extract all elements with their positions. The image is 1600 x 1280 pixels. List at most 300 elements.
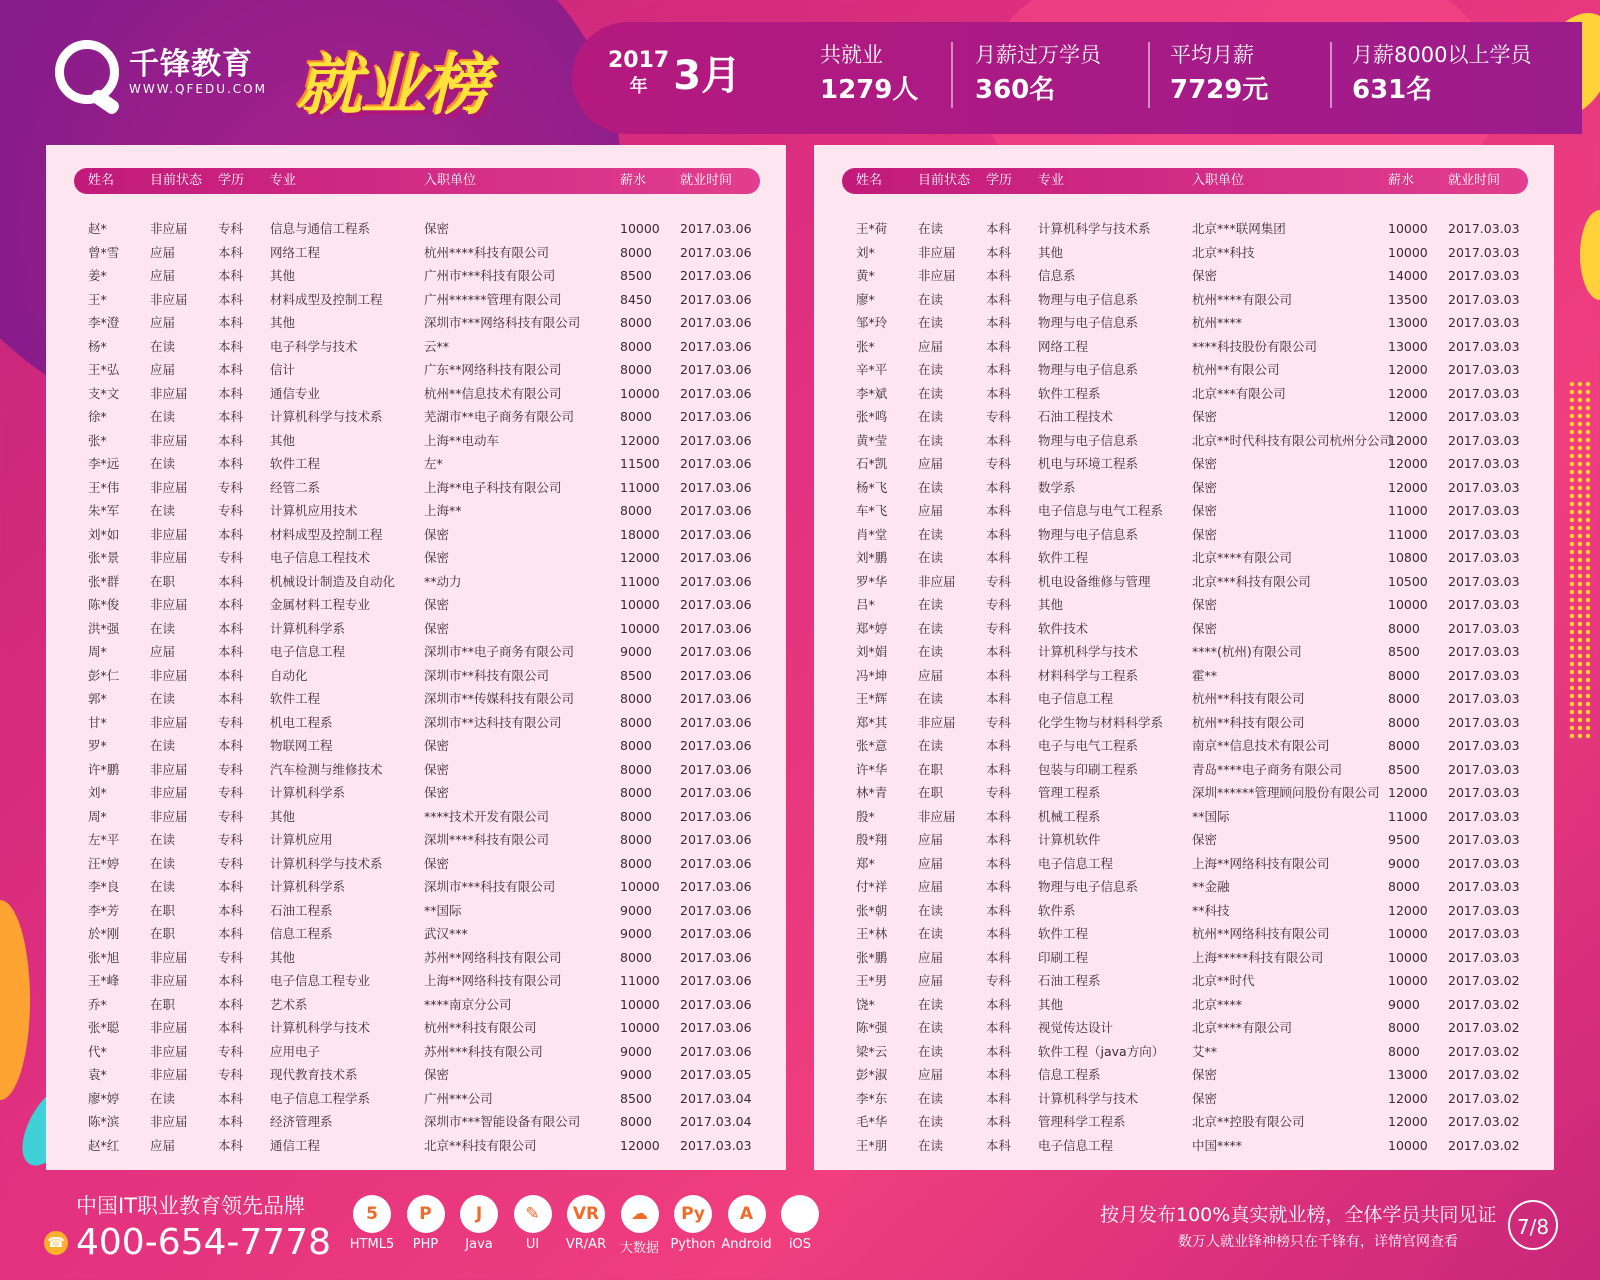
cell-status: 在读 [918,738,944,753]
cell-name: 张*景 [88,550,120,565]
cell-major: 软件工程 [1038,550,1089,565]
cell-salary: 10000 [620,996,660,1012]
cell-salary: 10000 [620,597,660,612]
cell-degree: 本科 [218,456,244,471]
cell-employer: **动力 [424,573,462,589]
cell-employer: 北京**控股有限公司 [1192,1114,1305,1129]
cell-employer: 杭州****科技有限公司 [424,244,550,260]
cell-degree: 专科 [986,597,1012,612]
cell-status: 在读 [150,456,176,471]
cell-salary: 8000 [620,714,652,730]
cell-name: 车*飞 [856,503,888,518]
cell-date: 2017.03.03 [1448,785,1520,800]
cell-major: 计算机科学系 [270,620,346,636]
table-row [46,1040,786,1064]
cell-degree: 专科 [218,832,244,847]
cell-status: 在读 [150,503,176,518]
cell-major: 电子科学与技术 [270,338,358,354]
table-row [46,311,786,335]
date-nian: 年 [629,76,648,97]
header-name: 姓名 [856,173,883,188]
course-label: 大数据 [619,1241,659,1256]
cell-date: 2017.03.06 [680,456,752,471]
divider [1148,42,1150,108]
cell-salary: 8000 [620,855,652,871]
cell-status: 在读 [918,1043,944,1059]
cell-employer: **科技 [1192,902,1230,918]
cell-employer: 保密 [424,855,450,871]
cell-major: 机电与环境工程系 [1038,456,1139,471]
cell-salary: 10000 [1388,597,1428,612]
bg-blob [1580,210,1600,300]
cell-name: 殷* [856,808,875,824]
cell-degree: 本科 [986,926,1012,941]
cell-salary: 12000 [1388,1090,1428,1106]
cell-degree: 本科 [218,338,244,354]
cell-status: 非应届 [150,550,188,565]
footer-sub-slogan: 数万人就业锋神榜只在千锋有，详情官网查看 [1178,1234,1458,1250]
cell-major: 软件技术 [1038,620,1089,636]
table-row [814,969,1554,993]
phone-number: 400-654-7778 [76,1222,332,1263]
cell-name: 石*凯 [856,456,888,471]
course-[interactable] [610,1195,670,1256]
cell-degree: 本科 [218,644,244,659]
cell-date: 2017.03.06 [680,385,752,401]
cell-date: 2017.03.06 [680,291,752,307]
cell-status: 应届 [918,855,944,871]
cell-name: 王*林 [856,926,888,941]
cell-employer: 深圳市**传媒科技有限公司 [424,691,575,706]
cell-major: 计算机软件 [1038,832,1101,847]
cell-status: 在职 [150,573,176,589]
cell-employer: 南京**信息技术有限公司 [1192,738,1330,753]
cell-salary: 9000 [620,926,652,941]
cell-salary: 12000 [1388,902,1428,918]
cell-status: 在读 [918,926,944,941]
cell-degree: 本科 [986,1090,1012,1106]
brand-logo[interactable] [55,40,267,104]
cell-major: 电子信息工程 [270,644,346,659]
cell-name: 支*文 [88,385,120,401]
cell-major: 计算机科学与技术系 [270,855,383,871]
course-android[interactable] [717,1195,777,1252]
cell-degree: 本科 [218,409,244,424]
cell-salary: 10000 [1388,221,1428,236]
table-row [46,405,786,429]
cell-major: 包装与印刷工程系 [1038,761,1139,777]
cell-major: 材料成型及控制工程 [270,291,383,307]
cell-major: 电子信息工程专业 [270,973,371,988]
cell-degree: 本科 [986,667,1012,683]
course-java[interactable] [449,1195,509,1252]
cell-major: 电子信息工程 [1038,1137,1114,1153]
cell-employer: 保密 [1192,503,1218,518]
cell-status: 在读 [918,291,944,307]
cell-salary: 8000 [1388,667,1420,683]
cell-status: 在读 [150,409,176,424]
cell-name: 杨*飞 [856,479,888,495]
table-row [46,476,786,500]
cell-major: 石油工程系 [270,902,333,918]
cell-salary: 10000 [620,620,660,636]
cell-employer: 广东**网络科技有限公司 [424,362,562,377]
table-row [814,570,1554,594]
course-icon: J [460,1195,498,1233]
cell-date: 2017.03.04 [680,1114,752,1129]
table-row [46,946,786,970]
cell-name: 彭*淑 [856,1067,888,1082]
cell-employer: 保密 [1192,268,1218,283]
cell-salary: 14000 [1388,268,1428,283]
cell-date: 2017.03.03 [1448,385,1520,401]
cell-status: 非应届 [150,385,188,401]
cell-date: 2017.03.06 [680,738,752,753]
cell-name: 刘* [88,785,107,800]
cell-date: 2017.03.06 [680,1043,752,1059]
cell-name: 毛*华 [856,1114,888,1129]
table-row [814,264,1554,288]
cell-employer: 保密 [424,221,450,236]
cell-date: 2017.03.03 [1448,902,1520,918]
cell-date: 2017.03.03 [1448,949,1520,965]
cell-major: 信息系 [1038,268,1076,283]
cell-date: 2017.03.03 [1448,855,1520,871]
cell-salary: 10000 [1388,973,1428,988]
cell-status: 在读 [150,620,176,636]
cell-name: 罗*华 [856,573,888,589]
cell-major: 电子信息与电气工程系 [1038,503,1164,518]
cell-degree: 本科 [218,597,244,612]
cell-date: 2017.03.06 [680,362,752,377]
cell-name: 於*刚 [88,926,120,941]
cell-name: 王*荷 [856,221,888,236]
table-row [46,264,786,288]
cell-status: 在读 [918,432,944,448]
cell-status: 在读 [918,620,944,636]
header-employer: 入职单位 [1192,173,1245,188]
stat-average [1170,40,1268,110]
cell-salary: 12000 [620,432,660,448]
cell-major: 软件系 [1038,902,1076,918]
cell-date: 2017.03.03 [1448,597,1520,612]
table-row [46,241,786,265]
cell-degree: 专科 [218,550,244,565]
cell-degree: 专科 [218,714,244,730]
cell-major: 信息与通信工程系 [270,221,371,236]
course-php[interactable] [396,1195,456,1252]
cell-status: 应届 [918,1067,944,1082]
cell-name: 张* [88,432,107,448]
cell-employer: 北京**时代 [1192,973,1255,988]
cell-salary: 8000 [1388,1020,1420,1035]
cell-date: 2017.03.06 [680,526,752,542]
cell-degree: 本科 [986,244,1012,260]
cell-employer: 北京**科技有限公司 [424,1137,537,1153]
cell-employer: 深圳******管理顾问股份有限公司 [1192,785,1380,800]
cell-employer: 广州***公司 [424,1090,493,1106]
cell-salary: 12000 [1388,479,1428,495]
table-row [46,687,786,711]
table-left [46,145,786,1170]
table-row [814,922,1554,946]
cell-name: 汪*婷 [88,855,120,871]
cell-degree: 本科 [986,1137,1012,1153]
cell-date: 2017.03.06 [680,479,752,495]
cell-date: 2017.03.03 [1448,409,1520,424]
course-icon: A [728,1195,766,1233]
cell-salary: 10000 [1388,1137,1428,1153]
cell-major: 金属材料工程专业 [270,597,371,612]
course-label: Java [465,1237,493,1252]
cell-employer: 保密 [424,738,450,753]
course-html5[interactable] [342,1195,402,1252]
cell-major: 经管二系 [270,479,321,495]
cell-degree: 本科 [986,691,1012,706]
cell-name: 刘*娟 [856,644,888,659]
cell-degree: 专科 [986,409,1012,424]
course-icon: ✎ [514,1195,552,1233]
cell-status: 在读 [918,1137,944,1153]
cell-date: 2017.03.03 [1448,714,1520,730]
cell-degree: 本科 [218,362,244,377]
table-row [46,993,786,1017]
table-header [842,168,1528,194]
cell-name: 饶* [856,996,875,1012]
cell-status: 在读 [150,832,176,847]
cell-salary: 8000 [620,362,652,377]
cell-name: 许*华 [856,761,888,777]
cell-major: 计算机科学系 [270,879,346,894]
cell-salary: 8000 [620,315,652,330]
cell-employer: 保密 [1192,1090,1218,1106]
cell-date: 2017.03.06 [680,338,752,354]
cell-name: 杨* [88,338,107,354]
cell-salary: 8500 [1388,644,1420,659]
table-row [814,241,1554,265]
cell-salary: 8000 [620,761,652,777]
cell-date: 2017.03.06 [680,644,752,659]
cell-name: 李*良 [88,879,120,894]
cell-degree: 本科 [986,291,1012,307]
table-row [814,852,1554,876]
cell-degree: 本科 [218,691,244,706]
cell-degree: 本科 [986,385,1012,401]
cell-degree: 本科 [986,479,1012,495]
cell-major: 物理与电子信息系 [1038,362,1139,377]
course-icon: VR [567,1195,605,1233]
cell-name: 王*辉 [856,691,888,706]
stat-value: 1279人 [820,75,919,105]
cell-salary: 12000 [1388,385,1428,401]
course-ios[interactable] [770,1195,830,1252]
cell-salary: 11000 [620,973,660,988]
cell-date: 2017.03.03 [1448,432,1520,448]
date-month: 3月 [673,53,742,99]
cell-major: 物理与电子信息系 [1038,526,1139,542]
header-date: 就业时间 [680,173,733,188]
cell-degree: 本科 [218,1137,244,1153]
cell-date: 2017.03.06 [680,503,752,518]
cell-degree: 本科 [986,879,1012,894]
cell-salary: 8450 [620,291,652,307]
table-row [814,664,1554,688]
cell-major: 物联网工程 [270,738,333,753]
table-row [814,1016,1554,1040]
footer-slogan: 按月发布100%真实就业榜，全体学员共同见证 [1100,1204,1497,1226]
cell-salary: 8000 [620,785,652,800]
cell-date: 2017.03.02 [1448,1114,1520,1129]
cell-major: 计算机科学系 [270,785,346,800]
cell-date: 2017.03.05 [680,1067,752,1082]
cell-employer: 深圳市***智能设备有限公司 [424,1114,581,1129]
cell-status: 在读 [918,479,944,495]
cell-employer: 上海**网络科技有限公司 [424,973,562,988]
cell-degree: 专科 [218,855,244,871]
cell-salary: 12000 [1388,785,1428,800]
cell-status: 非应届 [150,432,188,448]
cell-degree: 本科 [986,808,1012,824]
cell-employer: 保密 [424,761,450,777]
cell-major: 电子信息工程学系 [270,1090,371,1106]
cell-name: 冯*坤 [856,667,888,683]
cell-employer: 上海*****科技有限公司 [1192,949,1324,965]
cell-employer: 芜湖市**电子商务有限公司 [424,409,575,424]
cell-major: 通信专业 [270,385,321,401]
cell-status: 在职 [150,902,176,918]
cell-name: 李*芳 [88,902,120,918]
cell-date: 2017.03.06 [680,761,752,777]
table-row [46,734,786,758]
cell-major: 信计 [270,362,296,377]
course-vrar[interactable] [556,1195,616,1252]
cell-date: 2017.03.06 [680,244,752,260]
table-row [814,1063,1554,1087]
cell-name: 罗* [88,738,107,753]
cell-employer: 上海**网络科技有限公司 [1192,855,1330,871]
cell-major: 软件工程 [270,691,321,706]
cell-name: 梁*云 [856,1043,888,1059]
cell-date: 2017.03.06 [680,879,752,894]
table-row [46,781,786,805]
cell-date: 2017.03.06 [680,808,752,824]
cell-salary: 8000 [620,1114,652,1129]
cell-name: 殷*翔 [856,832,888,847]
cell-salary: 12000 [1388,1114,1428,1129]
cell-date: 2017.03.03 [1448,526,1520,542]
cell-name: 黄*莹 [856,432,888,448]
cell-degree: 本科 [986,855,1012,871]
cell-name: 袁* [88,1067,107,1082]
cell-status: 非应届 [150,667,188,683]
cell-employer: 霍** [1192,667,1218,683]
table-row [46,922,786,946]
cell-salary: 8500 [1388,761,1420,777]
cell-employer: 苏州**网络科技有限公司 [424,949,562,965]
cell-degree: 本科 [986,315,1012,330]
cell-name: 彭*仁 [88,667,120,683]
cell-degree: 专科 [986,573,1012,589]
cell-major: 其他 [270,315,296,330]
cell-degree: 专科 [218,1043,244,1059]
cell-status: 应届 [918,503,944,518]
cell-name: 王*峰 [88,973,120,988]
course-python[interactable] [663,1195,723,1252]
cell-status: 在读 [150,855,176,871]
cell-status: 在读 [918,691,944,706]
cell-date: 2017.03.06 [680,620,752,636]
cell-degree: 本科 [986,949,1012,965]
cell-name: 王*朋 [856,1137,888,1153]
cell-date: 2017.03.04 [680,1090,752,1106]
table-row [46,570,786,594]
course-ui[interactable] [503,1195,563,1252]
cell-employer: 深圳市**科技有限公司 [424,667,550,683]
cell-major: 电子与电气工程系 [1038,738,1139,753]
cell-major: 其他 [270,949,296,965]
cell-salary: 8000 [1388,738,1420,753]
cell-name: 林*青 [856,785,888,800]
cell-name: 乔* [88,996,107,1012]
cell-salary: 8000 [620,691,652,706]
cell-name: 赵* [88,221,107,236]
header-employer: 入职单位 [424,173,477,188]
cell-name: 郑*婷 [856,620,888,636]
cell-employer: 深圳市***网络科技有限公司 [424,315,581,330]
cell-date: 2017.03.06 [680,1020,752,1035]
cell-salary: 11000 [620,479,660,495]
cell-employer: 保密 [1192,597,1218,612]
cell-major: 软件工程 [1038,926,1089,941]
table-row [814,429,1554,453]
footer-phone[interactable] [44,1222,331,1263]
cell-salary: 11500 [620,456,660,471]
cell-status: 应届 [918,832,944,847]
cell-degree: 本科 [986,268,1012,283]
cell-name: 张*旭 [88,949,120,965]
cell-employer: 杭州**科技有限公司 [1192,691,1305,706]
table-row [46,1134,786,1158]
cell-employer: 杭州****有限公司 [1192,291,1293,307]
cell-salary: 11000 [1388,808,1428,824]
cell-employer: 上海** [424,503,462,518]
table-row [46,1110,786,1134]
cell-degree: 本科 [218,1090,244,1106]
cell-major: 计算机应用技术 [270,503,358,518]
cell-name: 王*弘 [88,362,120,377]
cell-name: 廖*婷 [88,1090,120,1106]
cell-status: 在职 [150,996,176,1012]
cell-salary: 9000 [1388,996,1420,1012]
cell-status: 应届 [918,879,944,894]
cell-salary: 8500 [620,667,652,683]
cell-status: 非应届 [918,714,956,730]
cell-date: 2017.03.03 [1448,644,1520,659]
cell-major: 软件工程系 [1038,385,1101,401]
cell-employer: 北京***联网集团 [1192,221,1286,236]
cell-date: 2017.03.06 [680,949,752,965]
cell-name: 廖* [856,291,875,307]
cell-date: 2017.03.06 [680,268,752,283]
cell-degree: 专科 [986,620,1012,636]
cell-status: 非应届 [150,1043,188,1059]
cell-status: 非应届 [918,268,956,283]
course-label: Android [721,1237,772,1252]
cell-date: 2017.03.03 [1448,879,1520,894]
cell-employer: 保密 [1192,479,1218,495]
table-row [46,899,786,923]
banner-title: 就业榜 [296,47,488,124]
